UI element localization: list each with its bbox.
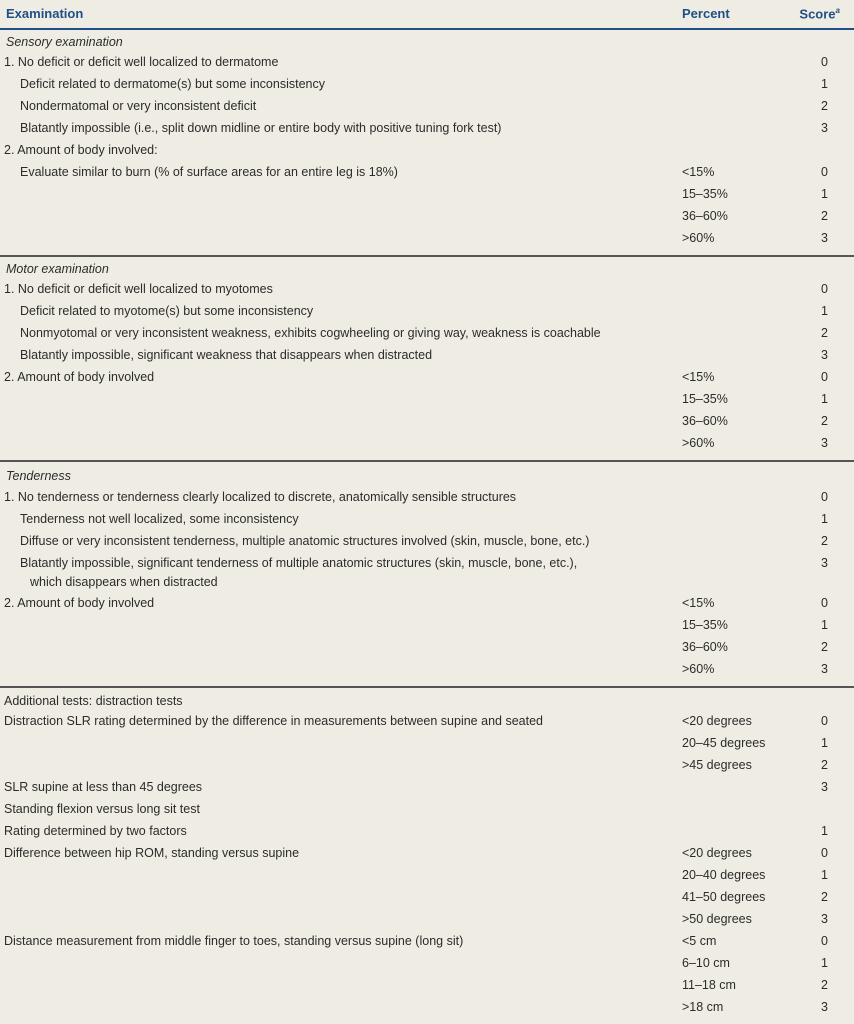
- row-text: Difference between hip ROM, standing versus supine: [4, 846, 300, 860]
- row-text: Distraction SLR rating determined by the difference in measurements between supine and seated: [4, 714, 543, 728]
- header-score: [799, 6, 840, 21]
- row-percent: <20 degrees: [682, 846, 752, 860]
- row-score: 1: [821, 187, 828, 201]
- section-title: Motor examination: [6, 262, 109, 276]
- section-0: [0, 30, 854, 257]
- table-row: [0, 756, 854, 778]
- row-text: Deficit related to dermatome(s) but some inconsistency: [20, 77, 325, 91]
- row-percent: <15%: [682, 165, 715, 179]
- section-title: Tenderness: [6, 469, 71, 483]
- row-score: 1: [821, 956, 828, 970]
- row-score: 0: [821, 165, 828, 179]
- table-row: [0, 75, 854, 97]
- table-row: [0, 910, 854, 932]
- row-score: 0: [821, 596, 828, 610]
- row-text: Tenderness not well localized, some inconsistency: [20, 512, 299, 526]
- table-row: [0, 734, 854, 756]
- row-percent: 36–60%: [682, 640, 728, 654]
- row-score: 3: [821, 912, 828, 926]
- table-row: [0, 954, 854, 976]
- row-text: Deficit related to myotome(s) but some inconsistency: [20, 304, 314, 318]
- row-text: 2. Amount of body involved: [4, 596, 155, 610]
- row-score: 3: [821, 231, 828, 245]
- row-percent: <20 degrees: [682, 714, 752, 728]
- row-score: 0: [821, 714, 828, 728]
- row-score: 3: [821, 780, 828, 794]
- section-2: [0, 462, 854, 688]
- row-percent: 20–40 degrees: [682, 868, 766, 882]
- row-percent: 11–18 cm: [682, 978, 736, 992]
- row-percent: >60%: [682, 436, 715, 450]
- table-row: [0, 638, 854, 660]
- table-row: [0, 800, 854, 822]
- table-row: [0, 390, 854, 412]
- row-score: 1: [821, 512, 828, 526]
- row-score: 3: [821, 436, 828, 450]
- row-score: 3: [821, 348, 828, 362]
- table-row: [0, 368, 854, 390]
- table-row: [0, 998, 854, 1020]
- section-title: Sensory examination: [6, 35, 123, 49]
- row-score: 2: [821, 209, 828, 223]
- row-text: Nondermatomal or very inconsistent deficit: [20, 99, 257, 113]
- row-score: 3: [821, 1000, 828, 1014]
- table-row: [0, 207, 854, 229]
- row-score: 2: [821, 99, 828, 113]
- table-row: [0, 412, 854, 434]
- row-text: 1. No tenderness or tenderness clearly localized to discrete, anatomically sensible structures: [4, 490, 517, 504]
- row-percent: <15%: [682, 596, 715, 610]
- row-percent: 15–35%: [682, 392, 728, 406]
- header-score-label: Score: [799, 6, 836, 22]
- row-score: 0: [821, 370, 828, 384]
- table-row: [0, 616, 854, 638]
- row-text: Distance measurement from middle finger to toes, standing versus supine (long sit): [4, 934, 464, 948]
- header-percent: Percent: [682, 6, 730, 21]
- row-score: 1: [821, 736, 828, 750]
- row-text: 1. No deficit or deficit well localized to myotomes: [4, 282, 273, 296]
- row-percent: 15–35%: [682, 618, 728, 632]
- row-score: 2: [821, 890, 828, 904]
- row-text: 2. Amount of body involved: [4, 370, 155, 384]
- table-row: [0, 594, 854, 616]
- row-percent: <15%: [682, 370, 715, 384]
- row-percent: >18 cm: [682, 1000, 724, 1014]
- table-row: [0, 163, 854, 185]
- table-row: [0, 778, 854, 800]
- row-percent: 15–35%: [682, 187, 728, 201]
- row-score: 0: [821, 490, 828, 504]
- row-score: 2: [821, 414, 828, 428]
- row-percent: >50 degrees: [682, 912, 752, 926]
- table-row: [0, 280, 854, 302]
- section-title: Additional tests: distraction tests: [4, 694, 183, 708]
- table-row: [0, 532, 854, 554]
- row-text: Blatantly impossible, significant weakness that disappears when distracted: [20, 348, 433, 362]
- row-percent: 41–50 degrees: [682, 890, 766, 904]
- table-row: [0, 554, 854, 594]
- table-row: [0, 976, 854, 998]
- row-text: Blatantly impossible, significant tenderness of multiple anatomic structures (skin, muscle, bone, etc.),: [20, 556, 578, 570]
- table-row: [0, 712, 854, 734]
- row-percent: 36–60%: [682, 414, 728, 428]
- table-row: [0, 488, 854, 510]
- section-3: [0, 688, 854, 1020]
- row-percent: >60%: [682, 231, 715, 245]
- row-score: 1: [821, 77, 828, 91]
- table-row: [0, 434, 854, 456]
- row-score: 3: [821, 121, 828, 135]
- row-percent: <5 cm: [682, 934, 717, 948]
- row-percent: >60%: [682, 662, 715, 676]
- row-score: 3: [821, 556, 828, 570]
- row-percent: >45 degrees: [682, 758, 752, 772]
- row-score: 2: [821, 758, 828, 772]
- row-score: 0: [821, 934, 828, 948]
- row-percent: 6–10 cm: [682, 956, 730, 970]
- row-score: 2: [821, 534, 828, 548]
- table-row: [0, 888, 854, 910]
- table-row: [0, 302, 854, 324]
- table-row: [0, 185, 854, 207]
- table-row: [0, 932, 854, 954]
- section-1: [0, 257, 854, 462]
- row-percent: 20–45 degrees: [682, 736, 766, 750]
- row-score: 0: [821, 55, 828, 69]
- table-row: [0, 324, 854, 346]
- table-row: [0, 866, 854, 888]
- table-row: [0, 844, 854, 866]
- table-row: [0, 53, 854, 75]
- table-row: [0, 822, 854, 844]
- table-row: [0, 229, 854, 251]
- row-text: SLR supine at less than 45 degrees: [4, 780, 203, 794]
- table-row: [0, 97, 854, 119]
- row-text: Rating determined by two factors: [4, 824, 187, 838]
- table-body: [0, 30, 854, 1020]
- table-row: [0, 510, 854, 532]
- table-row: [0, 119, 854, 141]
- header-score-footnote: a: [835, 6, 840, 15]
- row-text: Diffuse or very inconsistent tenderness, multiple anatomic structures involved (skin, muscle, bone, etc.): [20, 534, 590, 548]
- row-text: 1. No deficit or deficit well localized to dermatome: [4, 55, 279, 69]
- row-score: 2: [821, 640, 828, 654]
- table-header: [0, 0, 854, 30]
- row-text: Evaluate similar to burn (% of surface areas for an entire leg is 18%): [20, 165, 398, 179]
- row-text: Standing flexion versus long sit test: [4, 802, 200, 816]
- row-score: 1: [821, 618, 828, 632]
- row-score: 2: [821, 326, 828, 340]
- row-text: Nonmyotomal or very inconsistent weakness, exhibits cogwheeling or giving way, weakness is coachable: [20, 326, 601, 340]
- header-examination: Examination: [6, 6, 84, 21]
- row-score: 1: [821, 868, 828, 882]
- row-score: 1: [821, 304, 828, 318]
- table-row: [0, 660, 854, 682]
- table-row: [0, 141, 854, 163]
- row-score: 1: [821, 392, 828, 406]
- row-text: Blatantly impossible (i.e., split down midline or entire body with positive tuning fork test): [20, 121, 502, 135]
- row-score: 1: [821, 824, 828, 838]
- table-row: [0, 346, 854, 368]
- row-score: 2: [821, 978, 828, 992]
- row-text-continuation: which disappears when distracted: [30, 575, 218, 589]
- row-score: 3: [821, 662, 828, 676]
- row-percent: 36–60%: [682, 209, 728, 223]
- row-text: 2. Amount of body involved:: [4, 143, 158, 157]
- row-score: 0: [821, 282, 828, 296]
- row-score: 0: [821, 846, 828, 860]
